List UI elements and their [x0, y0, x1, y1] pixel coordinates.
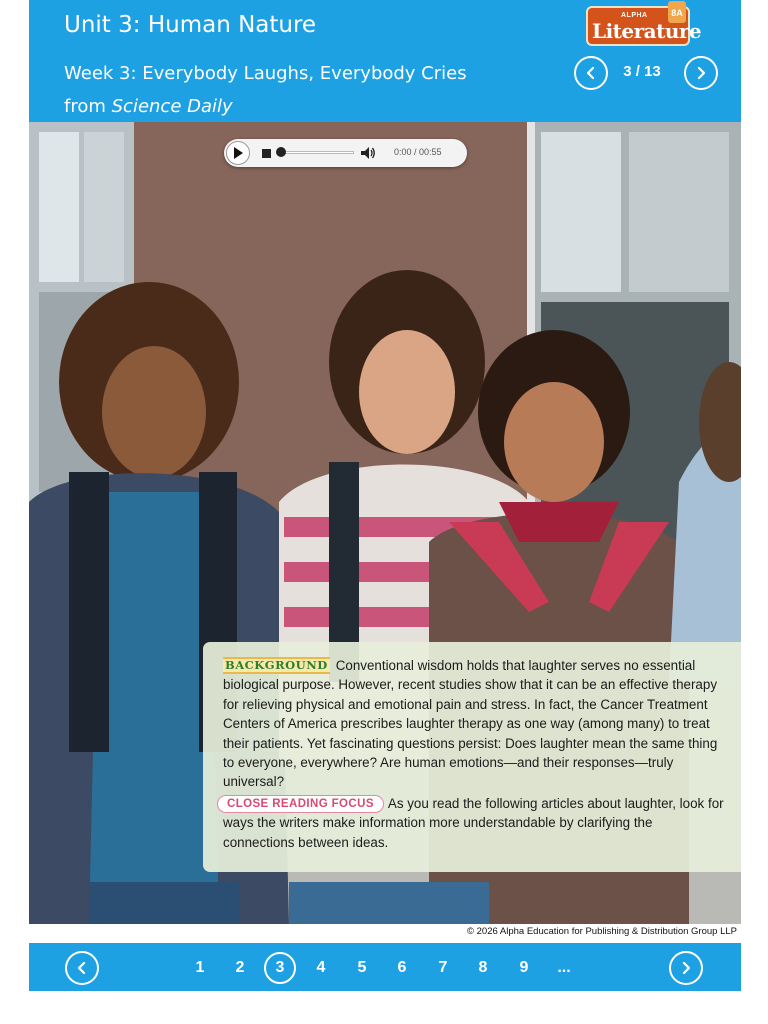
- background-text: Conventional wisdom holds that laughter serves no essential biological purpose. However, recent studies show that it can be an effective therapy for relieving physical and emotional pain and stress. In fact, the Cancer Treatment Centers of America prescribes laughter therapy as one way (among many) to treat their patients. Yet fascinating questions persist: Does laughter mean the same thing to everyone, everywhere? Are human emotions—and their responses—truly universal?: [223, 658, 718, 790]
- page-number-2[interactable]: 2: [235, 959, 245, 976]
- page-number-8[interactable]: 8: [478, 959, 488, 976]
- chevron-left-icon: [584, 66, 598, 80]
- play-icon: [233, 147, 243, 159]
- next-page-button[interactable]: [684, 56, 718, 90]
- audio-player: [224, 139, 467, 167]
- close-reading-focus-label: CLOSE READING FOCUS: [217, 795, 384, 813]
- logo-badge: 8A: [668, 1, 686, 23]
- focus-text: As you read the following articles about laughter, look for ways the writers make information more understandable by clarifying the connections between ideas.: [223, 795, 724, 850]
- background-label: BACKGROUND: [225, 658, 328, 672]
- page-number-1[interactable]: 1: [195, 959, 205, 976]
- background-panel: [203, 642, 741, 872]
- page-frame: [29, 0, 741, 1024]
- page-number-6[interactable]: 6: [397, 959, 407, 976]
- focus-paragraph: [223, 794, 727, 852]
- students-photo: [29, 122, 741, 924]
- logo-main-text: Literature: [592, 19, 702, 43]
- volume-icon[interactable]: [360, 145, 376, 161]
- seek-handle[interactable]: [276, 147, 286, 157]
- source-name: Science Daily: [111, 96, 233, 117]
- page-number-3[interactable]: 3: [264, 952, 296, 984]
- week-title: Week 3: Everybody Laughs, Everybody Cries: [64, 63, 467, 84]
- chevron-right-icon: [679, 961, 693, 975]
- seek-bar[interactable]: [282, 151, 354, 154]
- unit-title: Unit 3: Human Nature: [64, 12, 317, 38]
- page-indicator: 3 / 13: [623, 63, 661, 80]
- audio-time: 0:00 / 00:55: [394, 147, 442, 157]
- footer-prev-button[interactable]: [65, 951, 99, 985]
- prev-page-button[interactable]: [574, 56, 608, 90]
- source-line: [64, 96, 233, 117]
- page-number-9[interactable]: 9: [519, 959, 529, 976]
- logo-small-text: ALPHA: [621, 12, 648, 19]
- page-ellipsis[interactable]: ...: [557, 959, 571, 976]
- literature-logo: [586, 6, 702, 46]
- play-button[interactable]: [226, 141, 250, 165]
- background-paragraph: [223, 656, 727, 792]
- page-number-7[interactable]: 7: [438, 959, 448, 976]
- header: [29, 0, 741, 122]
- stop-button[interactable]: [262, 149, 271, 158]
- footer-next-button[interactable]: [669, 951, 703, 985]
- page-number-4[interactable]: 4: [316, 959, 326, 976]
- source-prefix: from: [64, 96, 112, 117]
- footer-pagination: [29, 943, 741, 991]
- chevron-right-icon: [694, 66, 708, 80]
- page-number-5[interactable]: 5: [357, 959, 367, 976]
- copyright: © 2026 Alpha Education for Publishing & Distribution Group LLP: [467, 926, 737, 937]
- chevron-left-icon: [75, 961, 89, 975]
